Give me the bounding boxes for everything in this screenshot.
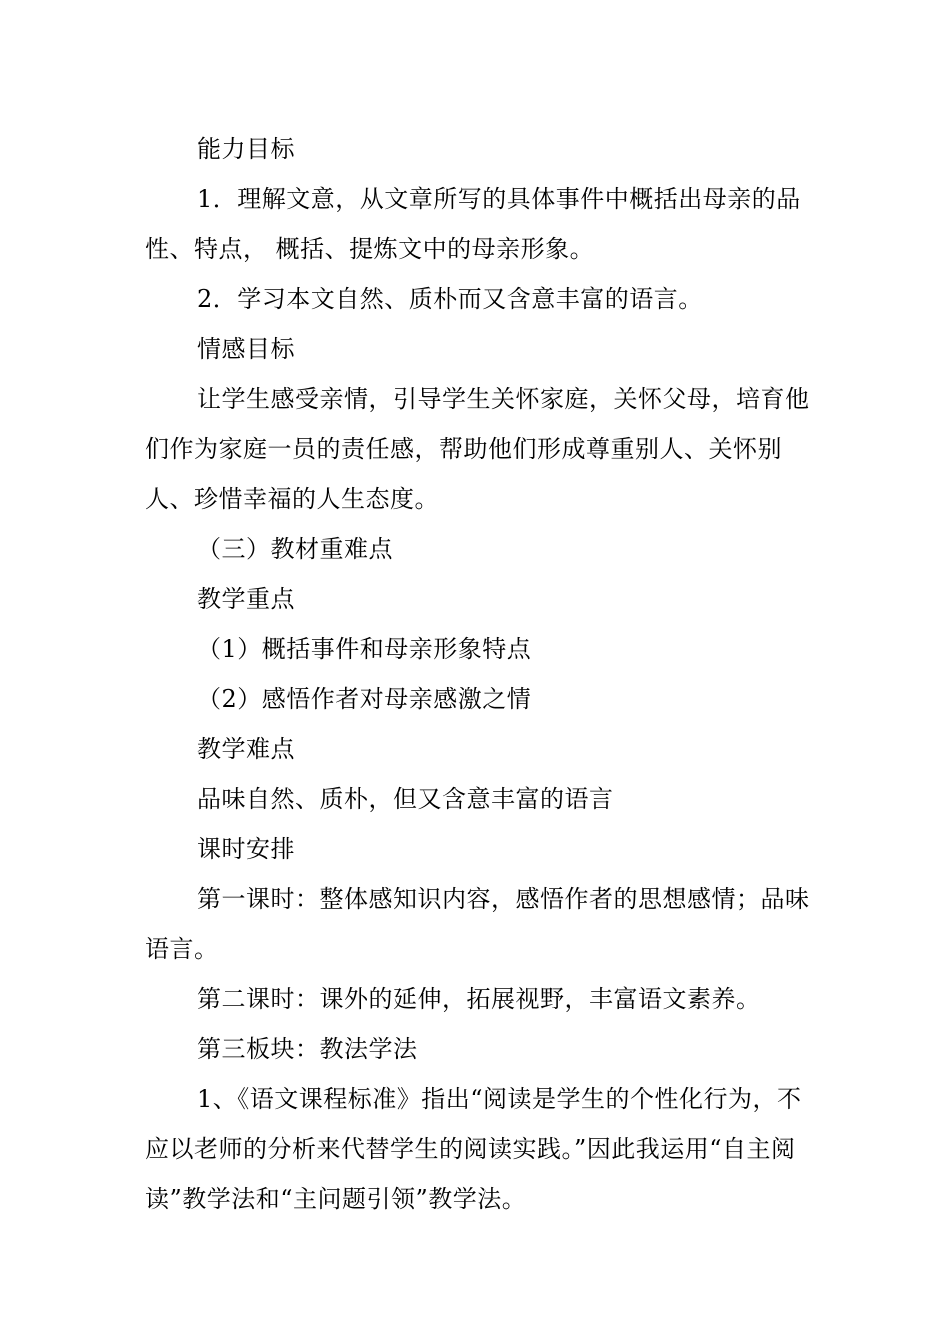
heading-ability-goals: 能力目标 [197, 135, 295, 163]
heading-section-3: 第三板块：教法学法 [197, 1035, 418, 1063]
paragraph-method-1: 1、《语文课程标准》指出“阅读是学生的个性化行为，不应以老师的分析来代替学生的阅读实践。”因此我运用“自主阅读”教学法和“主问题引领”教学法。 [145, 1085, 802, 1213]
list-item-focus-2: （2）感悟作者对母亲感激之情 [197, 685, 532, 713]
heading-schedule: 课时安排 [197, 835, 295, 863]
paragraph-emotion: 让学生感受亲情，引导学生关怀家庭，关怀父母，培育他们作为家庭一员的责任感，帮助他们形成尊重别人、关怀别人、珍惜幸福的人生态度。 [145, 385, 810, 513]
heading-teaching-difficulty: 教学难点 [197, 735, 295, 763]
heading-teaching-focus: 教学重点 [197, 585, 295, 613]
paragraph-goal-1: 1．理解文意，从文章所写的具体事件中概括出母亲的品性、特点， 概括、提炼文中的母亲形象。 [145, 185, 801, 263]
paragraph-lesson-1: 第一课时：整体感知识内容，感悟作者的思想感情；品味语言。 [145, 885, 810, 963]
paragraph-lesson-2: 第二课时：课外的延伸，拓展视野，丰富语文素养。 [197, 985, 761, 1013]
paragraph-difficulty: 品味自然、质朴，但又含意丰富的语言 [197, 785, 614, 813]
heading-key-difficulties: （三）教材重难点 [197, 535, 393, 563]
document-body [145, 124, 815, 1224]
paragraph-goal-2: 2．学习本文自然、质朴而又含意丰富的语言。 [197, 285, 703, 313]
heading-emotion-goals: 情感目标 [197, 335, 295, 363]
list-item-focus-1: （1）概括事件和母亲形象特点 [197, 635, 532, 663]
